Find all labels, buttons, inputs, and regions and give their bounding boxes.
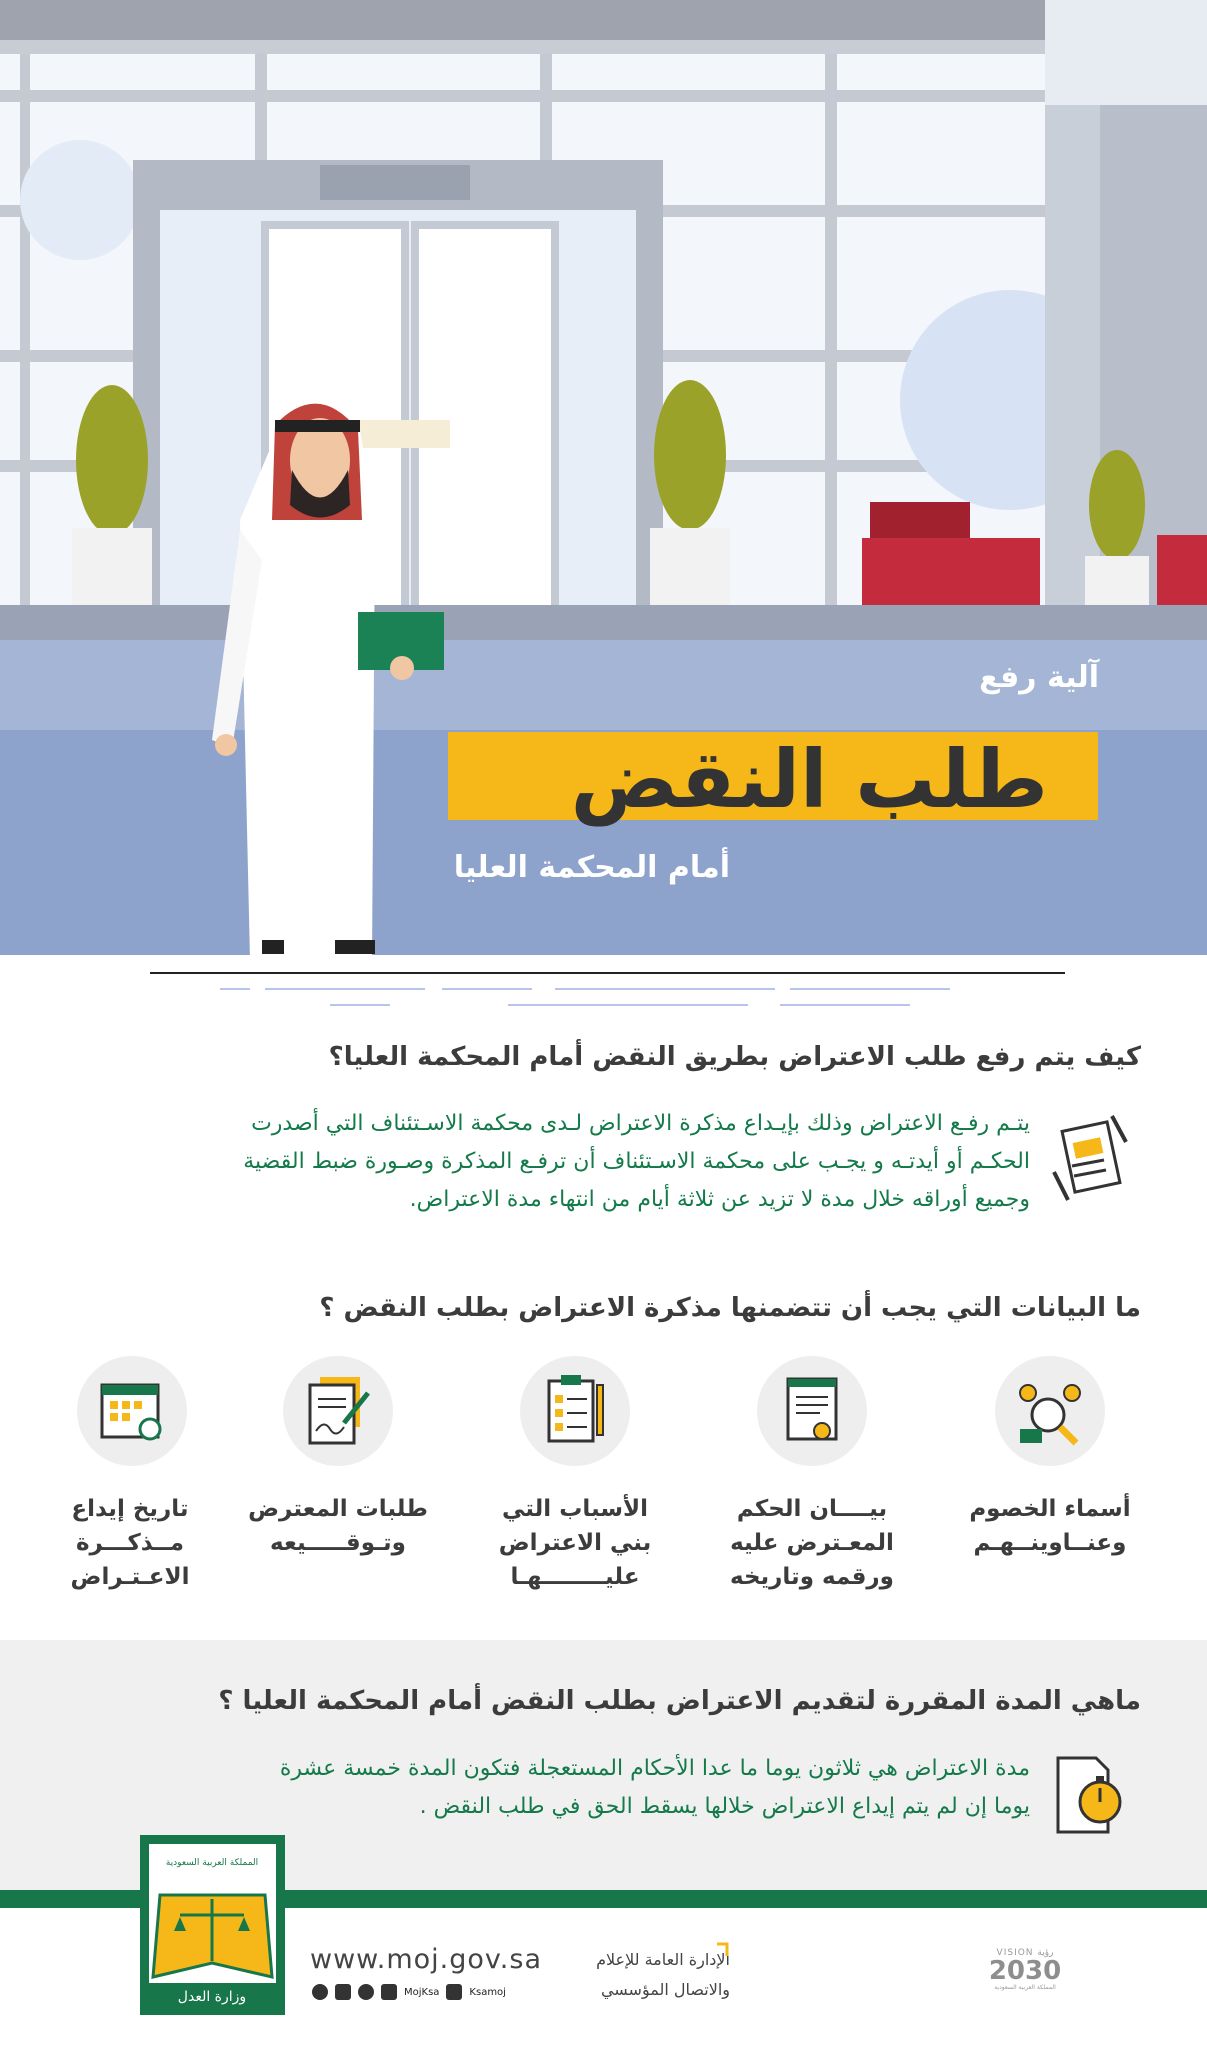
floor-dash <box>265 988 425 990</box>
section3-line: يوما إن لم يتم إيداع الاعتراض خلالها يسقط الحق في طلب النقض . <box>419 1794 1030 1819</box>
floor-dash <box>555 988 775 990</box>
logo-text: وزارة العدل <box>177 1989 247 2005</box>
section3-line: مدة الاعتراض هي ثلاثون يوما ما عدا الأحكام المستعجلة فتكون المدة خمسة عشرة <box>279 1756 1030 1781</box>
item-label-line: مــذكـــرة <box>75 1530 185 1556</box>
vision-label: VISION رؤية <box>996 1948 1054 1958</box>
floor-dash <box>330 1004 390 1006</box>
item-circle-names <box>995 1356 1105 1466</box>
twitter-icon[interactable] <box>312 1984 328 2000</box>
document-signature-icon <box>298 1371 378 1451</box>
hero-title: طلب النقض <box>570 733 1048 826</box>
item-label-names <box>950 1492 1150 1560</box>
people-search-icon <box>1010 1371 1090 1451</box>
floor-dash <box>780 1004 910 1006</box>
section3-question: ماهي المدة المقررة لتقديم الاعتراض بطلب النقض أمام المحكمة العليا ؟ <box>218 1686 1141 1716</box>
item-circle-reasons <box>520 1356 630 1466</box>
floor-dash <box>220 988 250 990</box>
item-label-line: عليــــــــهـا <box>510 1564 640 1590</box>
item-label-line: طلبات المعترض <box>248 1496 428 1522</box>
floor-dash <box>442 988 532 990</box>
item-circle-date <box>77 1356 187 1466</box>
social-handle[interactable]: MojKsa <box>404 1986 440 1998</box>
logo-top-text: المملكة العربية السعودية <box>165 1858 259 1868</box>
corner-bracket-icon <box>717 1942 729 1956</box>
snapchat-icon[interactable] <box>358 1984 374 2000</box>
document-hands-icon <box>1050 1112 1130 1207</box>
hero-subtitle-bottom: أمام المحكمة العليا <box>453 850 730 885</box>
item-label-line: بني الاعتراض <box>498 1530 652 1556</box>
floor-dash <box>790 988 950 990</box>
item-label-judgment <box>712 1492 912 1594</box>
section2-question: ما البيانات التي يجب أن تتضمنها مذكرة الاعتراض بطلب النقض ؟ <box>319 1293 1141 1323</box>
certificate-icon <box>772 1371 852 1451</box>
floor-dash <box>508 1004 748 1006</box>
section1-line: يتـم رفـع الاعتراض وذلك بإيـداع مذكرة الاعتراض لـدى محكمة الاسـتئناف التي أصدرت <box>251 1111 1030 1136</box>
section1-paragraph <box>55 1105 1030 1219</box>
hero-subtitle-top: آلية رفع <box>979 660 1099 695</box>
social-links <box>312 1984 506 2000</box>
item-circle-requests <box>283 1356 393 1466</box>
ministry-of-justice-logo <box>140 1835 285 2015</box>
linkedin-icon[interactable] <box>381 1984 397 2000</box>
item-label-line: بيــــان الحكم <box>736 1496 888 1522</box>
social-handle[interactable]: Ksamoj <box>469 1986 506 1998</box>
item-label-line: تاريخ إيداع <box>71 1496 189 1522</box>
item-label-date <box>30 1492 230 1594</box>
department-name <box>560 1945 730 2005</box>
item-label-line: وعنــاوينــهـم <box>973 1530 1127 1556</box>
item-label-line: الاعـتـراض <box>70 1564 190 1590</box>
section1-question: كيف يتم رفع طلب الاعتراض بطريق النقض أمام المحكمة العليا؟ <box>328 1042 1141 1072</box>
website-link[interactable]: www.moj.gov.sa <box>310 1944 542 1975</box>
department-line: والاتصال المؤسسي <box>600 1980 730 1999</box>
section3-paragraph <box>55 1750 1030 1826</box>
item-label-line: وتـوقـــــيعه <box>270 1530 406 1556</box>
document-stopwatch-icon <box>1052 1752 1132 1842</box>
department-line: الإدارة العامة للإعلام <box>596 1950 730 1969</box>
item-circle-judgment <box>757 1356 867 1466</box>
vision-year: 2030 <box>988 1956 1062 1986</box>
section1-line: الحكـم أو أيدتـه و يجـب على محكمة الاسـتئناف أن ترفـع المذكرة وصـورة ضبط القضية <box>243 1149 1030 1174</box>
item-label-line: الأسباب التي <box>502 1496 648 1522</box>
vision-kingdom: المملكة العربية السعودية <box>994 1984 1056 1991</box>
clipboard-checklist-icon <box>535 1371 615 1451</box>
vision-2030-logo <box>985 1948 1065 1991</box>
youtube-icon[interactable] <box>446 1984 462 2000</box>
item-label-requests <box>238 1492 438 1560</box>
instagram-icon[interactable] <box>335 1984 351 2000</box>
hero-banner <box>0 0 1207 955</box>
section1-line: وجميع أوراقه خلال مدة لا تزيد عن ثلاثة أيام من انتهاء مدة الاعتراض. <box>409 1187 1030 1212</box>
calendar-icon <box>92 1371 172 1451</box>
item-label-reasons <box>475 1492 675 1594</box>
item-label-line: ورقمه وتاريخه <box>730 1564 894 1590</box>
floor-line <box>150 972 1065 974</box>
item-label-line: المعـترض عليه <box>730 1530 894 1556</box>
item-label-line: أسماء الخصوم <box>969 1496 1131 1522</box>
